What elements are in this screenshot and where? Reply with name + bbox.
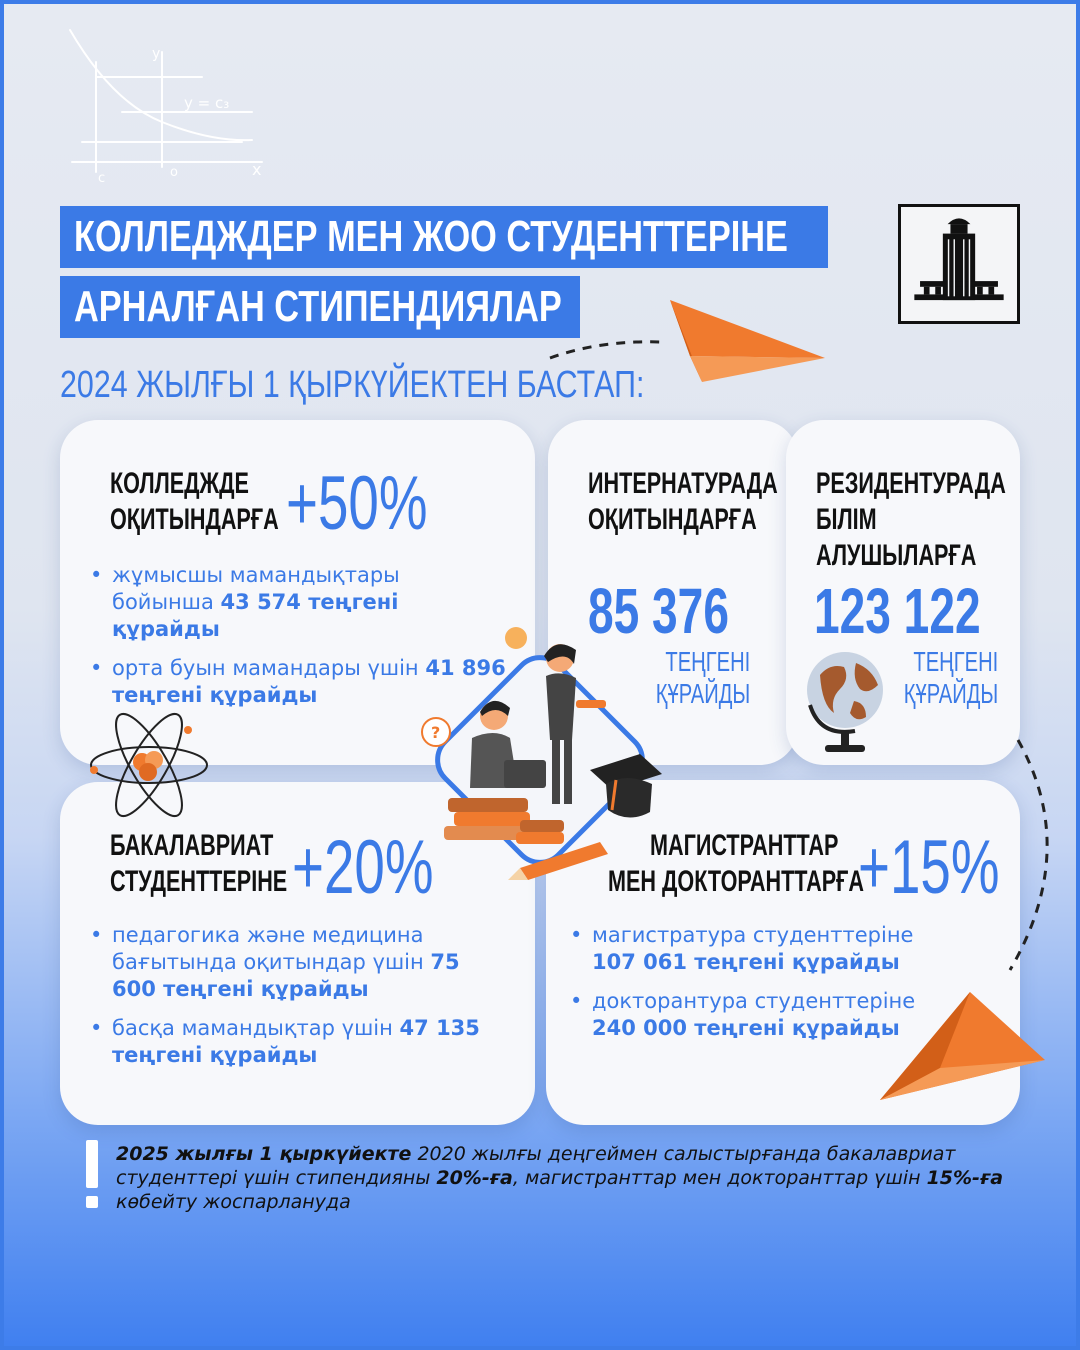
internship-heading: ИНТЕРНАТУРАДА ОҚИТЫНДАРҒА (588, 467, 778, 536)
title-line-2: АРНАЛҒАН СТИПЕНДИЯЛАР (60, 276, 580, 338)
lightbulb-icon (505, 627, 527, 649)
sketch-x-label: x (252, 160, 262, 179)
masters-heading: МАГИСТРАНТТАР МЕН ДОКТОРАНТТАРҒА (608, 829, 864, 898)
sketch-equation: y = c₃ (184, 94, 230, 112)
list-item: • магистратура студенттеріне 107 061 теңгені құрайды (568, 922, 918, 976)
exclamation-icon (84, 1140, 100, 1212)
bachelor-percent: +20% (292, 825, 434, 910)
residency-amount: 123 122 (814, 575, 981, 647)
sketch-c-label: c (98, 171, 106, 186)
footnote: 2025 жылғы 1 қыркүйекте 2020 жылғы деңгеймен салыстырғанда бакалавриат студенттері үшін стипендияны 20%-ға, магистранттар мен докторанттар үшін 15%-ға көбейту жоспарлануда (116, 1143, 1004, 1213)
college-heading: КОЛЛЕДЖДЕ ОҚИТЫНДАРҒА (110, 467, 279, 536)
college-percent: +50% (286, 461, 428, 546)
list-item: • педагогика және медицина бағытында оқитындар үшін 75 600 теңгені құрайды (88, 922, 508, 1003)
internship-amount: 85 376 (588, 575, 729, 647)
list-item: • докторантура студенттеріне 240 000 теңгені құрайды (568, 988, 918, 1042)
list-item: • басқа мамандықтар үшін 47 135 теңгені құрайды (88, 1015, 508, 1069)
subtitle: 2024 ЖЫЛҒЫ 1 ҚЫРКҮЙЕКТЕН БАСТАП: (60, 364, 645, 406)
masters-percent: +15% (858, 825, 1000, 910)
list-item: • жұмысшы мамандықтары бойынша 43 574 теңгені құрайды (88, 562, 508, 643)
bachelor-heading: БАКАЛАВРИАТ СТУДЕНТТЕРІНЕ (110, 829, 288, 898)
residency-unit: ТЕҢГЕНІ ҚҰРАЙДЫ (903, 646, 998, 709)
svg-text:?: ? (431, 723, 441, 742)
government-building-logo (898, 204, 1020, 324)
title-line-1: КОЛЛЕДЖДЕР МЕН ЖОО СТУДЕНТТЕРІНЕ (60, 206, 828, 268)
masters-bullets (568, 922, 918, 1054)
internship-unit: ТЕҢГЕНІ ҚҰРАЙДЫ (655, 646, 750, 709)
bachelor-bullets (88, 922, 508, 1081)
students-illustration (400, 620, 680, 900)
globe-icon (800, 645, 890, 760)
residency-heading: РЕЗИДЕНТУРАДА БІЛІМ АЛУШЫЛАРҒА (816, 467, 1006, 572)
building-icon (901, 207, 1017, 321)
paper-plane-bottom (880, 730, 1050, 1100)
list-item: • орта буын мамандары үшін 41 896 теңгені құрайды (88, 655, 508, 709)
math-graph-sketch (62, 22, 292, 192)
atom-icon (88, 710, 210, 820)
sketch-o-label: o (170, 165, 178, 180)
sketch-y-label: y (152, 46, 161, 62)
